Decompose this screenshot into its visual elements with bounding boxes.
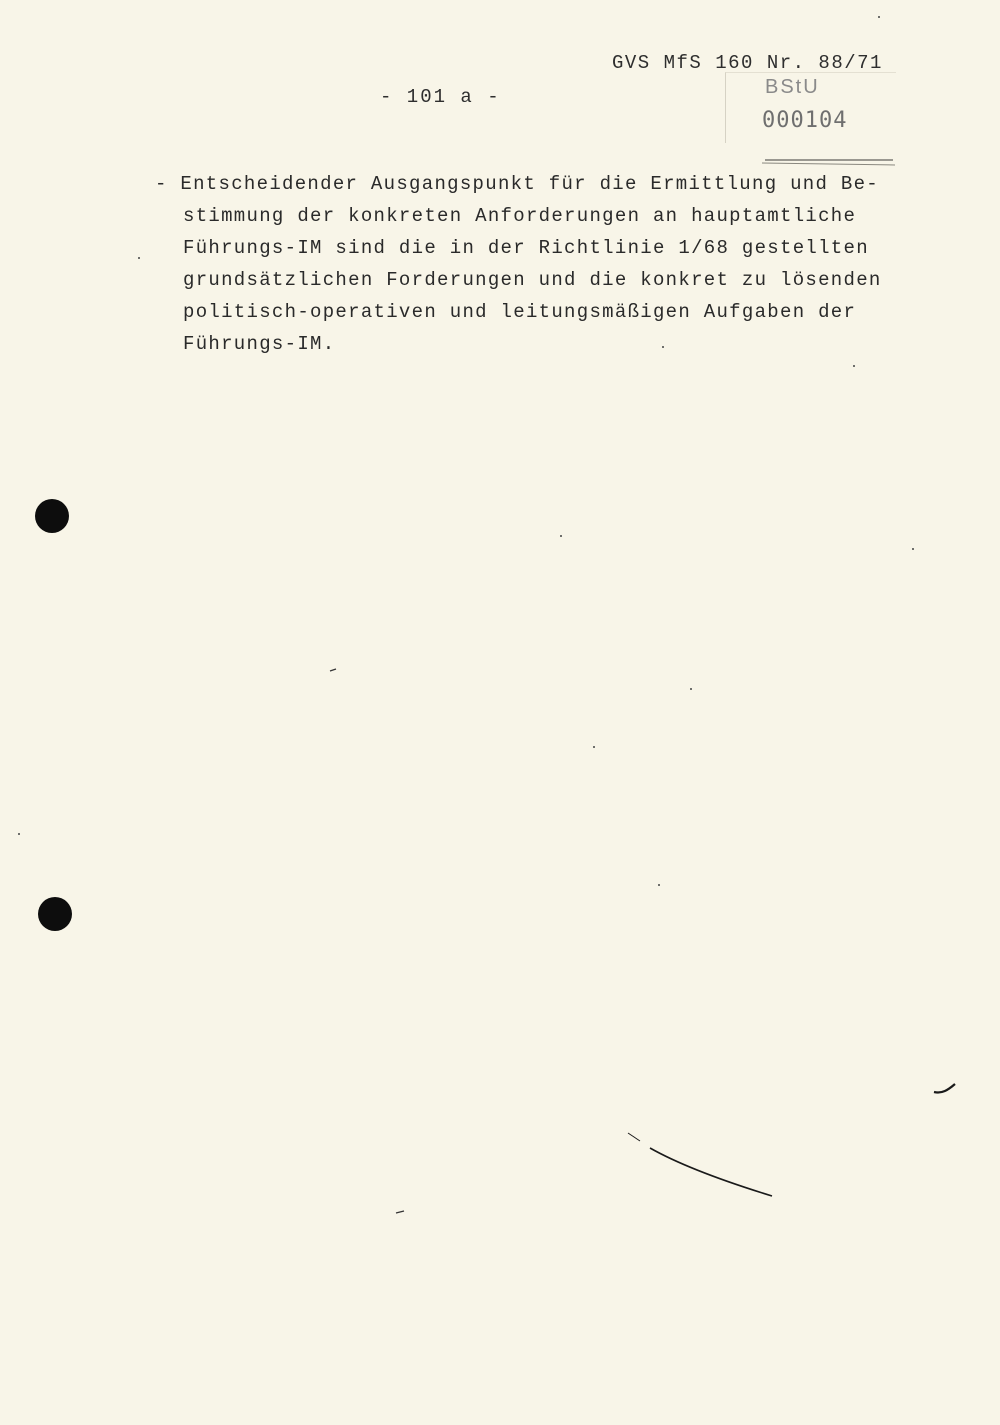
page-number: - 101 a - [380,86,501,108]
document-reference: GVS MfS 160 Nr. 88/71 [612,52,883,74]
archive-stamp-agency: BStU [765,76,820,98]
archive-stamp-number: 000104 [762,108,848,133]
body-line-text: grundsätzlichen Forderungen und die konkret zu lösenden [183,269,882,291]
body-line-text: stimmung der konkreten Anforderungen an hauptamtliche [183,205,857,227]
body-line: - Entscheidender Ausgangspunkt für die Ermittlung und Be- [155,173,880,195]
body-line-text: politisch-operativen und leitungsmäßigen Aufgaben der [183,301,857,323]
body-line-text: Führungs-IM sind die in der Richtlinie 1/68 gestellten [183,237,869,259]
body-line-text: Führungs-IM. [183,333,336,355]
